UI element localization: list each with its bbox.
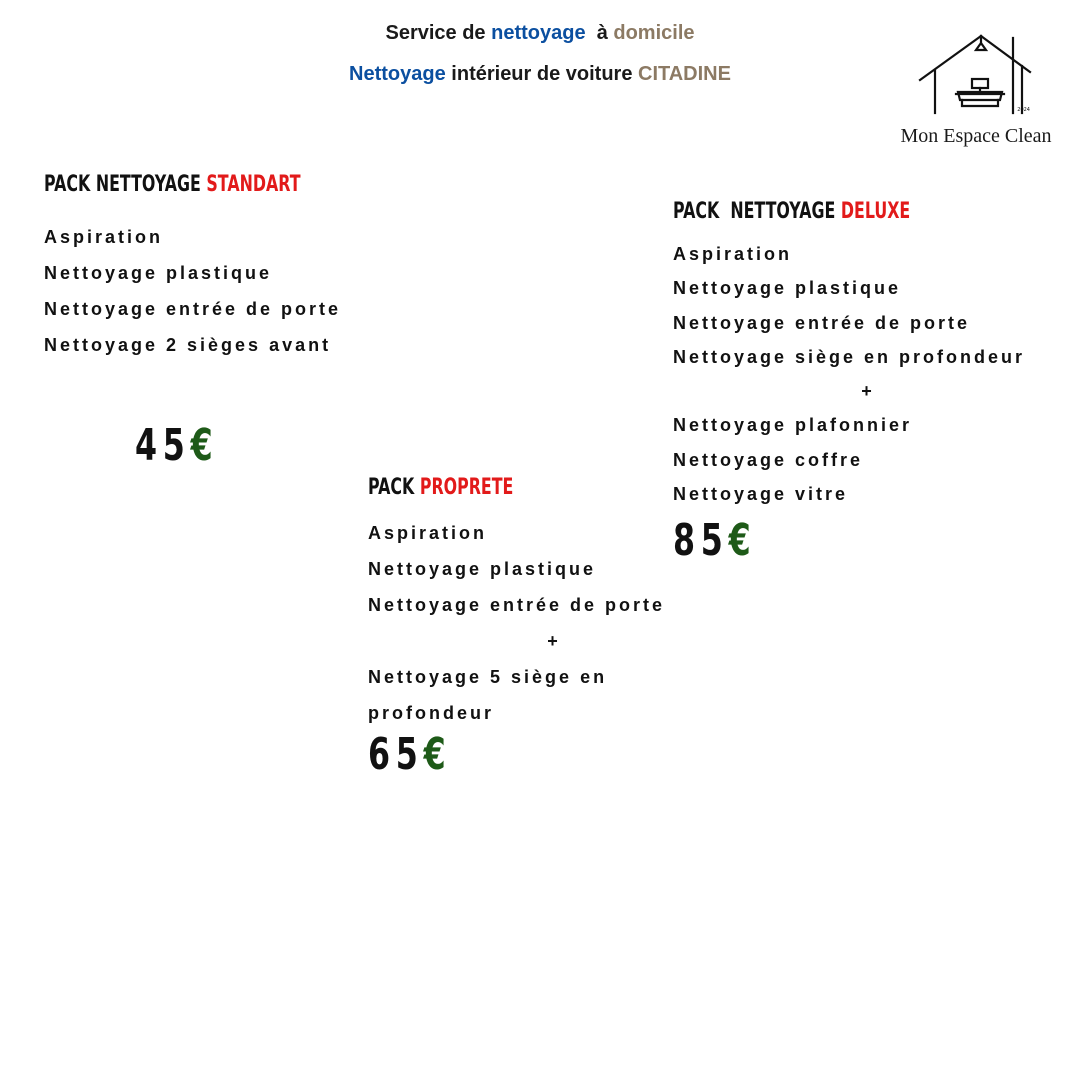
pack-title-accent: PROPRETE	[419, 475, 514, 500]
house-sink-icon	[916, 30, 1036, 120]
header-highlight-citadine: CITADINE	[638, 63, 731, 85]
feature-item: Nettoyage entrée de porte	[44, 299, 342, 319]
feature-item: profondeur	[368, 703, 494, 723]
pack-proprete-price	[368, 729, 452, 780]
pack-proprete-features	[368, 515, 740, 731]
header-text: à	[585, 22, 614, 44]
price-value: 45	[135, 420, 191, 471]
header-highlight-domicile: domicile	[613, 22, 695, 44]
pack-deluxe-features	[673, 237, 1063, 511]
header-highlight-nettoyage: Nettoyage	[349, 63, 446, 85]
feature-item: Aspiration	[673, 244, 793, 264]
header-text: intérieur de voiture	[445, 63, 638, 85]
pack-deluxe-title	[673, 199, 910, 224]
plus-sign: +	[861, 381, 875, 402]
pack-standart-features	[44, 219, 341, 363]
pack-title-prefix: PACK NETTOYAGE	[673, 199, 841, 224]
euro-sign: €	[728, 515, 757, 566]
price-value: 85	[673, 515, 729, 566]
price-value: 65	[368, 729, 424, 780]
pack-title-prefix: PACK	[368, 475, 420, 500]
pack-standart-title	[44, 172, 301, 197]
logo-year: 2024	[1017, 107, 1030, 113]
feature-item: Nettoyage vitre	[673, 484, 849, 505]
pack-title-prefix: PACK NETTOYAGE	[44, 172, 207, 197]
euro-sign: €	[423, 729, 452, 780]
pack-proprete-title	[368, 475, 513, 500]
feature-item: Aspiration	[44, 227, 164, 247]
feature-item: Nettoyage entrée de porte	[368, 595, 666, 615]
pack-title-accent: DELUXE	[840, 199, 911, 224]
feature-item: Nettoyage 2 sièges avant	[44, 335, 332, 355]
euro-sign: €	[190, 420, 219, 471]
feature-item: Nettoyage entrée de porte	[673, 312, 971, 333]
feature-item: Nettoyage plastique	[368, 559, 597, 579]
feature-item: Nettoyage 5 siège en	[368, 667, 608, 687]
feature-item: Nettoyage plastique	[44, 263, 273, 283]
feature-item: Aspiration	[368, 523, 488, 543]
feature-item: Nettoyage plastique	[673, 278, 902, 299]
pack-standart-price	[135, 420, 219, 471]
header-text: Service de	[385, 22, 492, 44]
plus-sign: +	[547, 631, 561, 651]
pack-title-accent: STANDART	[206, 172, 301, 197]
logo-text: Mon Espace Clean	[900, 125, 1052, 147]
logo	[886, 30, 1066, 155]
header-highlight-nettoyage: nettoyage	[491, 22, 586, 44]
feature-item: Nettoyage coffre	[673, 449, 864, 470]
feature-item: Nettoyage siège en profondeur	[673, 346, 1026, 367]
feature-item: Nettoyage plafonnier	[673, 415, 913, 436]
